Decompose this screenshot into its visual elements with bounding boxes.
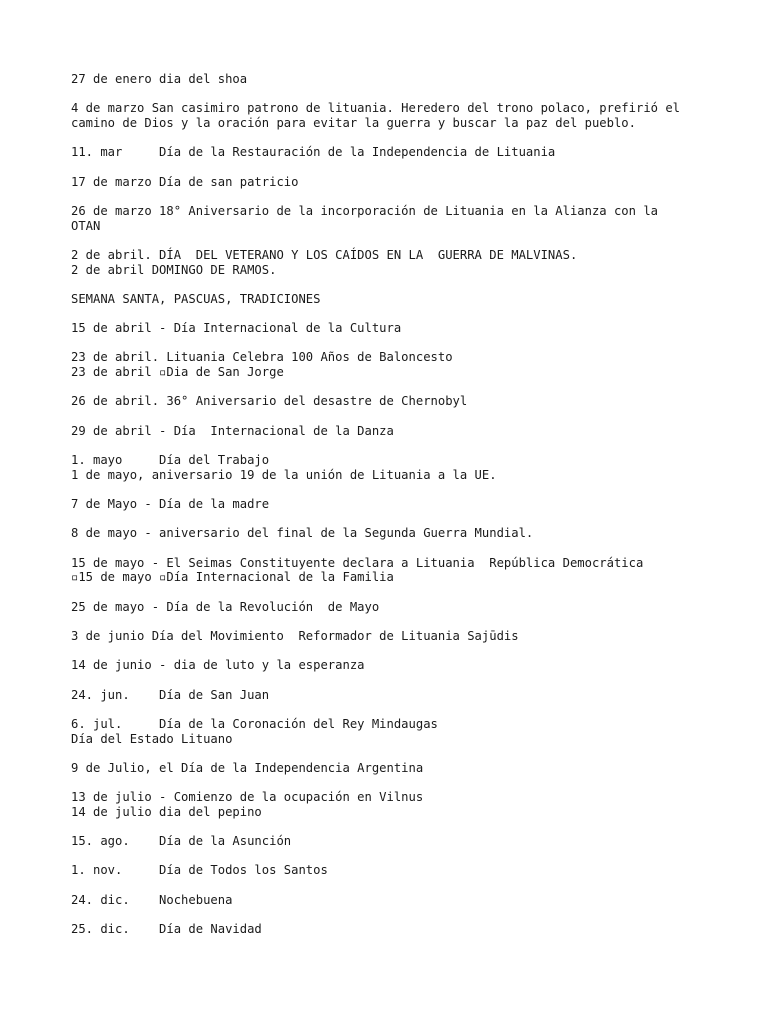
entry-san-patricio [71,175,751,190]
entry-line: 23 de abril. Lituania Celebra 100 Años de Baloncesto [71,350,453,365]
entry-shoa [71,72,751,87]
entry-san-casimiro [71,101,751,130]
entry-luto [71,658,751,673]
entry-segunda-guerra [71,526,751,541]
entry-san-juan [71,688,751,703]
entry-line: 24. dic. Nochebuena [71,892,233,907]
entry-line: 24. jun. Día de San Juan [71,687,270,702]
entry-cultura [71,321,751,336]
entry-trabajo [71,453,751,482]
entry-otan [71,204,751,233]
entry-line: 15. ago. Día de la Asunción [71,834,292,849]
entry-independencia-argentina [71,761,751,776]
entry-line: 15 de abril - Día Internacional de la Cultura [71,321,402,336]
entry-line: 14 de julio dia del pepino [71,804,262,819]
entry-line: Día del Estado Lituano [71,731,233,746]
entry-line: 26 de abril. 36° Aniversario del desastre de Chernobyl [71,394,468,409]
entry-line: 26 de marzo 18° Aniversario de la incorporación de Lituania en la Alianza con la [71,203,658,218]
entry-malvinas [71,248,751,277]
entry-line: 6. jul. Día de la Coronación del Rey Mindaugas [71,716,438,731]
entry-line: 7 de Mayo - Día de la madre [71,497,270,512]
entry-line: 11. mar Día de la Restauración de la Independencia de Lituania [71,145,556,160]
entry-line: 25. dic. Día de Navidad [71,922,262,937]
entry-line: 4 de marzo San casimiro patrono de lituania. Heredero del trono polaco, prefirió el [71,101,681,116]
entry-navidad [71,922,751,937]
entry-line: 9 de Julio, el Día de la Independencia Argentina [71,760,424,775]
entry-chernobyl [71,394,751,409]
entry-line: 17 de marzo Día de san patricio [71,174,299,189]
entry-line: 1. mayo Día del Trabajo [71,453,270,468]
entry-danza [71,424,751,439]
entry-line: 2 de abril. DÍA DEL VETERANO Y LOS CAÍDOS EN LA GUERRA DE MALVINAS. [71,247,578,262]
entry-line: 8 de mayo - aniversario del final de la Segunda Guerra Mundial. [71,526,534,541]
entry-line: OTAN [71,218,101,233]
entry-line: 1. nov. Día de Todos los Santos [71,863,328,878]
entry-todos-santos [71,863,751,878]
entry-seimas [71,556,751,585]
entry-line: 23 de abril ▫Dia de San Jorge [71,365,284,380]
entry-revolucion [71,600,751,615]
entry-restauracion [71,145,751,160]
entry-mindaugas [71,717,751,746]
entry-baloncesto [71,350,751,379]
document-page [71,72,751,951]
entry-line: ▫15 de mayo ▫Día Internacional de la Familia [71,570,394,585]
entry-line: camino de Dios y la oración para evitar la guerra y buscar la paz del pueblo. [71,116,636,130]
entry-line: 2 de abril DOMINGO DE RAMOS. [71,262,277,277]
entry-line: 13 de julio - Comienzo de la ocupación en Vilnus [71,790,424,805]
entry-madre [71,497,751,512]
entry-line: 14 de junio - dia de luto y la esperanza [71,658,365,673]
entry-line: SEMANA SANTA, PASCUAS, TRADICIONES [71,291,321,306]
entry-vilnus [71,790,751,819]
entry-sajudis [71,629,751,644]
entry-semana-santa [71,292,751,307]
entry-nochebuena [71,893,751,908]
entry-line: 25 de mayo - Día de la Revolución de Mayo [71,599,380,614]
entry-line: 3 de junio Día del Movimiento Reformador de Lituania Sajūdis [71,628,519,643]
entry-line: 1 de mayo, aniversario 19 de la unión de Lituania a la UE. [71,467,497,482]
entry-line: 15 de mayo - El Seimas Constituyente declara a Lituania República Democrática [71,555,644,570]
entry-line: 29 de abril - Día Internacional de la Danza [71,423,394,438]
entry-asuncion [71,834,751,849]
entry-line: 27 de enero dia del shoa [71,72,248,86]
